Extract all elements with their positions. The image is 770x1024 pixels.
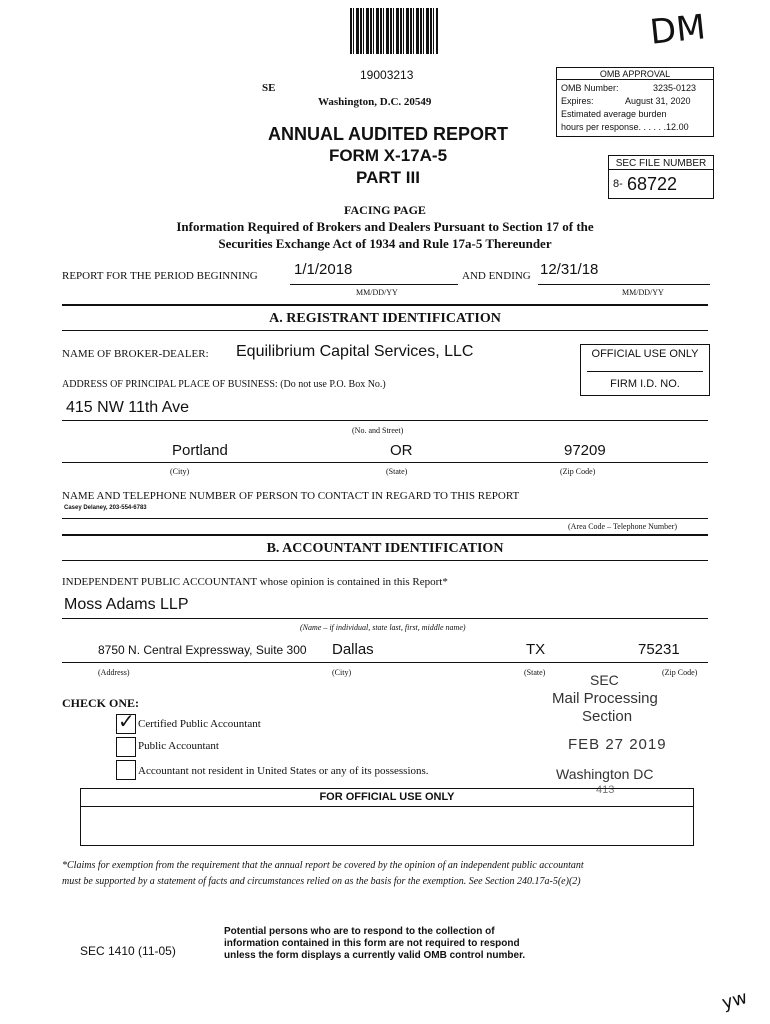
handwritten-footer-initials: yw — [719, 987, 750, 1014]
contact-value[interactable]: Casey Delaney, 203-554-6783 — [64, 505, 147, 511]
omb-burden-line2: hours per response. . . . . .12.00 — [561, 122, 689, 132]
period-end-format: MM/DD/YY — [622, 288, 664, 297]
omb-notice-line2: information contained in this form are not required to respond — [224, 938, 520, 949]
public-accountant-label: Public Accountant — [138, 740, 219, 752]
check-mark-icon: ✓ — [118, 709, 135, 733]
sec-file-prefix: 8- — [613, 178, 623, 190]
accountant-name-caption: (Name – if individual, state last, first, middle name) — [300, 623, 466, 632]
public-accountant-checkbox[interactable] — [116, 737, 136, 757]
city-value[interactable]: Portland — [172, 442, 228, 459]
stamp-code: 413 — [596, 784, 615, 796]
period-begin-label: REPORT FOR THE PERIOD BEGINNING — [62, 270, 258, 282]
section-a-title: A. REGISTRANT IDENTIFICATION — [269, 311, 501, 326]
sec-file-number-box — [608, 155, 714, 199]
washington-line: Washington, D.C. 20549 — [318, 96, 432, 108]
stamp-section: Section — [582, 708, 633, 725]
sec-file-number-label: SEC FILE NUMBER — [609, 158, 713, 170]
accountant-state-value[interactable]: TX — [526, 641, 546, 658]
footnote-line1: *Claims for exemption from the requirement that the annual report be covered by the opinion of an independent public accountant — [62, 860, 584, 871]
omb-notice-line1: Potential persons who are to respond to the collection of — [224, 926, 495, 937]
check-one-label: CHECK ONE: — [62, 696, 140, 710]
omb-notice-line3: unless the form displays a currently valid OMB control number. — [224, 950, 526, 961]
stamp-date: FEB 27 2019 — [568, 736, 667, 753]
period-begin-format: MM/DD/YY — [356, 288, 398, 297]
broker-name-value[interactable]: Equilibrium Capital Services, LLC — [236, 343, 474, 360]
barcode — [350, 8, 438, 54]
firm-id-label: FIRM I.D. NO. — [610, 378, 680, 390]
omb-number-value: 3235-0123 — [653, 83, 697, 93]
broker-name-label: NAME OF BROKER-DEALER: — [62, 348, 209, 360]
accountant-address-caption: (Address) — [98, 668, 130, 677]
zip-value[interactable]: 97209 — [564, 442, 606, 459]
official-use-label: OFFICIAL USE ONLY — [591, 348, 699, 360]
form-title-line3: PART III — [356, 168, 420, 187]
stamp-mail-processing: Mail Processing — [552, 690, 658, 707]
address-label: ADDRESS OF PRINCIPAL PLACE OF BUSINESS: (Do not use P.O. Box No.) — [62, 379, 386, 390]
facing-page-title: FACING PAGE — [344, 203, 426, 217]
period-end-label: AND ENDING — [462, 270, 531, 282]
accountant-value[interactable]: Moss Adams LLP — [64, 596, 189, 613]
street-caption: (No. and Street) — [352, 426, 404, 435]
se-mark: SE — [262, 82, 276, 94]
non-resident-checkbox[interactable] — [116, 760, 136, 780]
form-title-line1: ANNUAL AUDITED REPORT — [268, 124, 509, 144]
accountant-city-value[interactable]: Dallas — [332, 641, 374, 658]
state-value[interactable]: OR — [390, 442, 413, 459]
omb-approval-box — [556, 67, 714, 137]
cpa-checkbox[interactable] — [116, 709, 136, 734]
omb-expires-value: August 31, 2020 — [625, 96, 691, 106]
sec-file-number-value: 68722 — [627, 174, 678, 194]
file-stamp-number: 19003213 — [360, 68, 414, 82]
accountant-address-value[interactable]: 8750 N. Central Expressway, Suite 300 — [98, 643, 307, 657]
form-id: SEC 1410 (11-05) — [80, 944, 176, 958]
city-caption: (City) — [170, 467, 190, 476]
contact-label: NAME AND TELEPHONE NUMBER OF PERSON TO CONTACT IN REGARD TO THIS REPORT — [62, 490, 520, 502]
form-title-line2: FORM X-17A-5 — [328, 146, 448, 165]
accountant-label: INDEPENDENT PUBLIC ACCOUNTANT whose opinion is contained in this Report* — [62, 576, 448, 588]
street-value[interactable]: 415 NW 11th Ave — [66, 399, 190, 416]
footnote-line2: must be supported by a statement of facts and circumstances relied on as the basis for the exemption. See Section 240.17a-5(e)(2) — [62, 876, 581, 887]
cpa-label: Certified Public Accountant — [138, 718, 261, 730]
phone-caption: (Area Code – Telephone Number) — [568, 522, 678, 531]
period-begin-value[interactable]: 1/1/2018 — [294, 261, 353, 278]
omb-expires-label: Expires: — [561, 96, 594, 106]
stamp-washington: Washington DC — [556, 766, 654, 782]
accountant-zip-value[interactable]: 75231 — [638, 641, 680, 658]
zip-caption: (Zip Code) — [560, 467, 596, 476]
section-b-title: B. ACCOUNTANT IDENTIFICATION — [266, 541, 504, 556]
accountant-state-caption: (State) — [524, 668, 546, 677]
period-end-value[interactable]: 12/31/18 — [540, 261, 599, 278]
for-official-use-label: FOR OFFICIAL USE ONLY — [319, 791, 455, 803]
handwritten-initials: DM — [648, 7, 708, 53]
accountant-zip-caption: (Zip Code) — [662, 668, 698, 677]
accountant-city-caption: (City) — [332, 668, 352, 677]
omb-title: OMB APPROVAL — [557, 69, 713, 80]
facing-page-line2: Securities Exchange Act of 1934 and Rule 17a-5 Thereunder — [218, 236, 552, 251]
state-caption: (State) — [386, 467, 408, 476]
non-resident-label: Accountant not resident in United States or any of its possessions. — [138, 765, 429, 777]
facing-page-line1: Information Required of Brokers and Dealers Pursuant to Section 17 of the — [176, 219, 594, 234]
stamp-sec: SEC — [590, 672, 619, 688]
omb-number-label: OMB Number: — [561, 83, 619, 93]
for-official-use-box — [80, 788, 694, 846]
omb-burden-line1: Estimated average burden — [561, 109, 667, 119]
official-use-box — [580, 344, 710, 396]
